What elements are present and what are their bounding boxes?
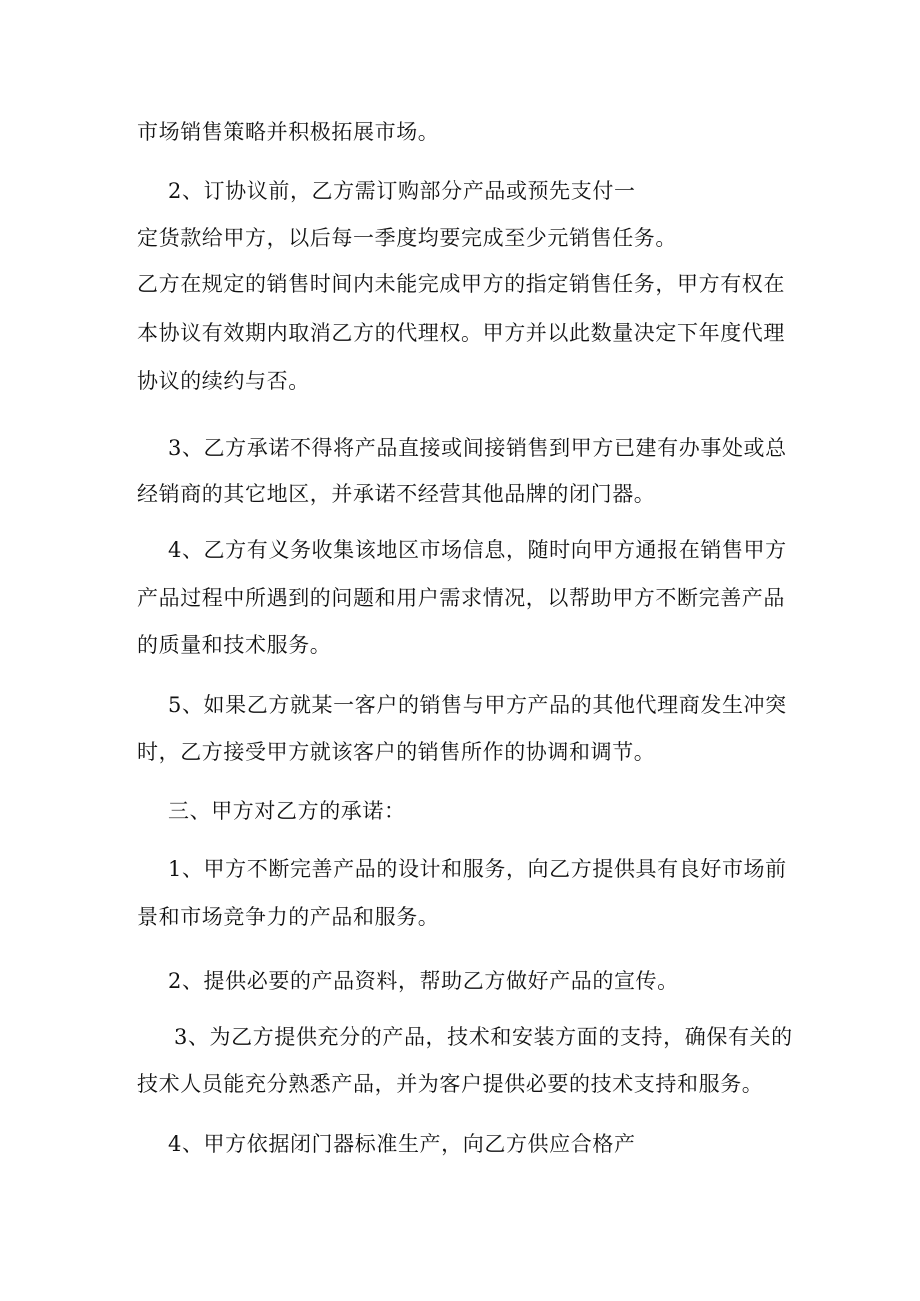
text-line: 4、乙方有义务收集该地区市场信息，随时向甲方通报在销售甲方 (168, 538, 787, 562)
text-line: 协议的续约与否。 (137, 369, 310, 393)
text-line: 市场销售策略并积极拓展市场。 (137, 120, 440, 144)
text-line: 3、为乙方提供充分的产品，技术和安装方面的支持，确保有关的 (174, 1025, 793, 1049)
text-line: 1、甲方不断完善产品的设计和服务，向乙方提供具有良好市场前 (168, 857, 787, 881)
text-line: 4、甲方依据闭门器标准生产，向乙方供应合格产 (168, 1132, 636, 1156)
text-line: 景和市场竞争力的产品和服务。 (137, 905, 440, 929)
text-line: 产品过程中所遇到的问题和用户需求情况，以帮助甲方不断完善产品 (137, 586, 785, 610)
text-line: 的质量和技术服务。 (137, 633, 332, 657)
text-line: 3、乙方承诺不得将产品直接或间接销售到甲方已建有办事处或总 (168, 436, 787, 460)
text-line: 本协议有效期内取消乙方的代理权。甲方并以此数量决定下年度代理 (137, 321, 785, 345)
text-line: 经销商的其它地区，并承诺不经营其他品牌的闭门器。 (137, 482, 656, 506)
text-line: 技术人员能充分熟悉产品，并为客户提供必要的技术支持和服务。 (137, 1072, 764, 1096)
text-line: 定货款给甲方，以后每一季度均要完成至少元销售任务。 (137, 226, 677, 250)
text-line: 乙方在规定的销售时间内未能完成甲方的指定销售任务，甲方有权在 (137, 272, 785, 296)
text-line: 2、订协议前，乙方需订购部分产品或预先支付一 (168, 179, 636, 203)
text-line: 5、如果乙方就某一客户的销售与甲方产品的其他代理商发生冲突 (168, 693, 787, 717)
text-line: 时，乙方接受甲方就该客户的销售所作的协调和调节。 (137, 740, 656, 764)
text-line: 2、提供必要的产品资料，帮助乙方做好产品的宣传。 (168, 969, 679, 993)
section-heading: 三、甲方对乙方的承诺： (168, 799, 406, 823)
